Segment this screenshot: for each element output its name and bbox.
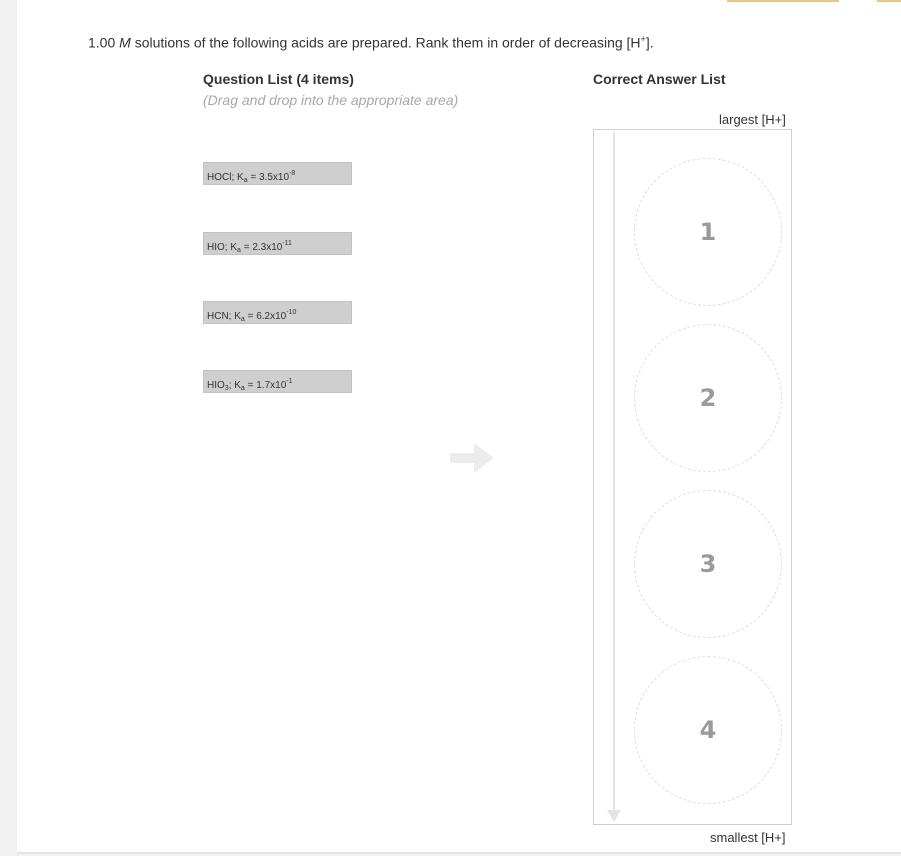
item-exponent: -11 bbox=[282, 240, 292, 247]
draggable-item-hio3[interactable] bbox=[203, 370, 352, 393]
draggable-item-hcn[interactable] bbox=[203, 301, 352, 324]
draggable-item-hocl[interactable] bbox=[203, 162, 352, 185]
question-charge: + bbox=[640, 34, 646, 44]
item-constant: ; K bbox=[224, 242, 238, 253]
item-exponent: -10 bbox=[286, 309, 297, 316]
item-constant-sub: a bbox=[243, 177, 248, 184]
question-unit: M bbox=[119, 34, 131, 51]
item-exponent: -1 bbox=[286, 378, 293, 385]
question-text: solutions of the following acids are prepared. Rank them in order of decreasing [H bbox=[134, 34, 641, 51]
answer-list-heading: Correct Answer List bbox=[593, 71, 726, 87]
top-tab-indicator-secondary bbox=[877, 0, 901, 2]
answer-slot-3[interactable] bbox=[634, 490, 782, 638]
question-text-end: ]. bbox=[645, 34, 654, 51]
item-constant-sub: a bbox=[240, 316, 245, 323]
item-acid: HIO bbox=[207, 242, 225, 253]
slot-number: 4 bbox=[699, 716, 717, 744]
largest-label: largest [H+] bbox=[719, 112, 786, 127]
item-acid: HOCl bbox=[207, 172, 232, 183]
item-acid-sub: 3 bbox=[224, 385, 229, 392]
item-constant: ; K bbox=[228, 380, 241, 391]
order-direction-line bbox=[613, 132, 615, 812]
item-value: = 1.7x10 bbox=[244, 380, 287, 391]
slot-number: 2 bbox=[699, 384, 717, 412]
question-prompt bbox=[88, 34, 654, 51]
slot-number: 3 bbox=[699, 550, 717, 578]
down-arrow-icon bbox=[607, 810, 621, 822]
item-acid: HIO bbox=[207, 380, 225, 391]
question-concentration: 1.00 bbox=[88, 34, 116, 51]
top-tab-indicator bbox=[727, 0, 839, 2]
question-list-heading: Question List (4 items) bbox=[203, 71, 354, 87]
item-value: = 2.3x10 bbox=[240, 242, 283, 253]
right-arrow-icon bbox=[448, 440, 496, 476]
item-constant-sub: a bbox=[240, 385, 245, 392]
item-value: = 3.5x10 bbox=[247, 172, 290, 183]
answer-slot-2[interactable] bbox=[634, 324, 782, 472]
slot-number: 1 bbox=[699, 218, 717, 246]
item-constant: ; K bbox=[228, 311, 241, 322]
item-acid: HCN bbox=[207, 311, 229, 322]
item-constant: ; K bbox=[231, 172, 244, 183]
answer-slot-4[interactable] bbox=[634, 656, 782, 804]
item-constant-sub: a bbox=[237, 247, 241, 254]
answer-slot-1[interactable] bbox=[634, 158, 782, 306]
item-exponent: -8 bbox=[289, 170, 296, 177]
question-list-instruction: (Drag and drop into the appropriate area) bbox=[203, 92, 459, 108]
item-value: = 6.2x10 bbox=[244, 311, 287, 322]
draggable-item-hio[interactable] bbox=[203, 232, 352, 255]
smallest-label: smallest [H+] bbox=[710, 830, 786, 845]
